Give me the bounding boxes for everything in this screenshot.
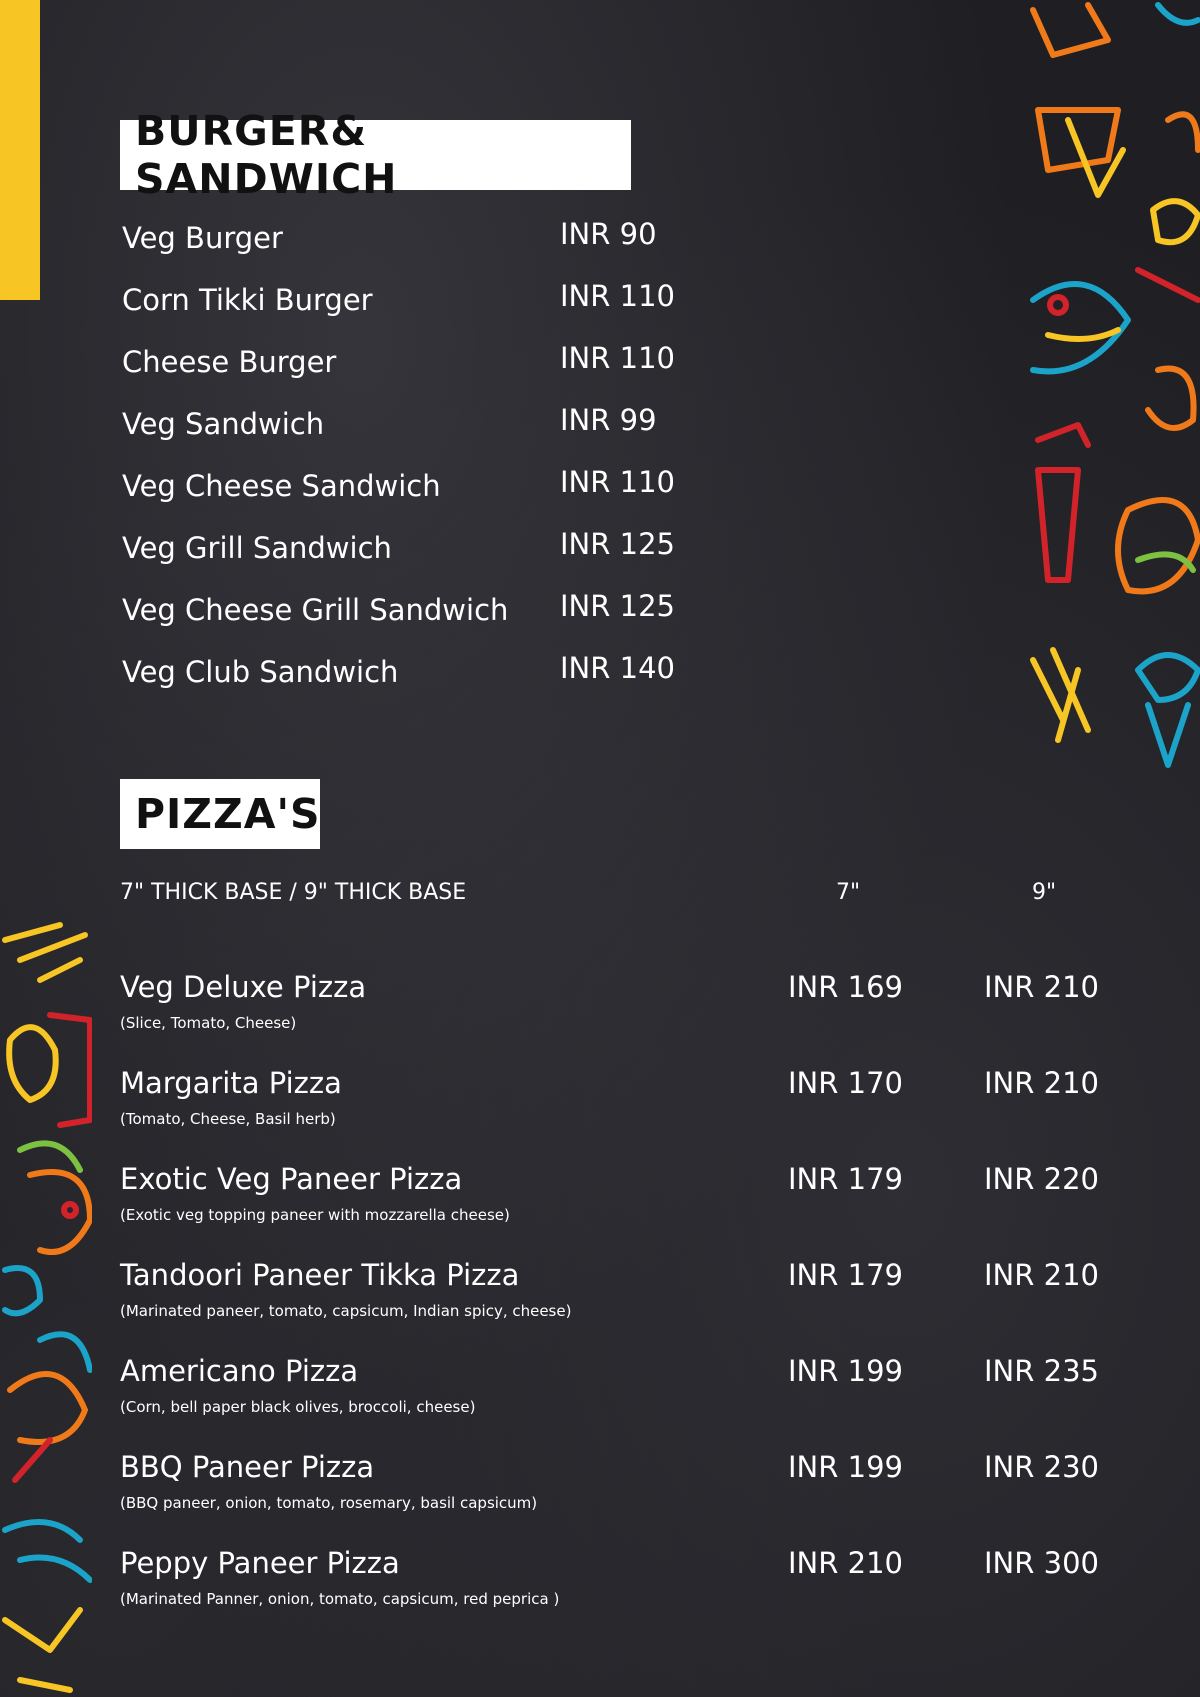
food-doodle-decoration-right bbox=[1028, 0, 1200, 775]
pizza-item bbox=[120, 1354, 1100, 1450]
menu-item bbox=[122, 465, 682, 509]
food-doodle-icons bbox=[1028, 0, 1200, 775]
item-price: INR 125 bbox=[560, 527, 675, 561]
item-price: INR 110 bbox=[560, 279, 675, 313]
price-7-inch: INR 179 bbox=[788, 1162, 903, 1196]
item-name: Cheese Burger bbox=[122, 345, 337, 379]
size-9-column-header: 9" bbox=[1032, 880, 1057, 905]
price-7-inch: INR 179 bbox=[788, 1258, 903, 1292]
price-9-inch: INR 210 bbox=[984, 1258, 1099, 1292]
item-name: Veg Cheese Grill Sandwich bbox=[122, 593, 509, 627]
pizza-description: (Tomato, Cheese, Basil herb) bbox=[120, 1110, 336, 1128]
pizza-item bbox=[120, 1066, 1100, 1162]
pizza-item bbox=[120, 970, 1100, 1066]
pizza-name: Tandoori Paneer Tikka Pizza bbox=[120, 1258, 520, 1292]
pizza-name: Veg Deluxe Pizza bbox=[120, 970, 367, 1004]
menu-item bbox=[122, 527, 682, 571]
item-name: Veg Burger bbox=[122, 221, 283, 255]
item-name: Veg Sandwich bbox=[122, 407, 325, 441]
pizza-name: Americano Pizza bbox=[120, 1354, 359, 1388]
pizza-item bbox=[120, 1450, 1100, 1546]
pizza-item bbox=[120, 1162, 1100, 1258]
pizza-heading-text: PIZZA'S bbox=[135, 790, 321, 838]
pizza-item bbox=[120, 1258, 1100, 1354]
item-price: INR 140 bbox=[560, 651, 675, 685]
pizza-item bbox=[120, 1546, 1100, 1642]
item-name: Corn Tikki Burger bbox=[122, 283, 373, 317]
item-name: Veg Cheese Sandwich bbox=[122, 469, 441, 503]
price-9-inch: INR 235 bbox=[984, 1354, 1099, 1388]
pizza-size-header bbox=[120, 880, 1080, 910]
item-price: INR 99 bbox=[560, 403, 657, 437]
price-7-inch: INR 199 bbox=[788, 1450, 903, 1484]
pizza-description: (Slice, Tomato, Cheese) bbox=[120, 1014, 297, 1032]
price-7-inch: INR 169 bbox=[788, 970, 903, 1004]
menu-item bbox=[122, 217, 682, 261]
price-9-inch: INR 210 bbox=[984, 1066, 1099, 1100]
price-9-inch: INR 220 bbox=[984, 1162, 1099, 1196]
item-name: Veg Club Sandwich bbox=[122, 655, 399, 689]
pizza-description: (Marinated Panner, onion, tomato, capsicum, red peprica ) bbox=[120, 1590, 560, 1608]
pizza-description: (Corn, bell paper black olives, broccoli, cheese) bbox=[120, 1398, 476, 1416]
menu-item bbox=[122, 341, 682, 385]
pizza-name: Exotic Veg Paneer Pizza bbox=[120, 1162, 463, 1196]
pizza-description: (BBQ paneer, onion, tomato, rosemary, basil capsicum) bbox=[120, 1494, 538, 1512]
pizza-heading bbox=[120, 779, 320, 849]
price-7-inch: INR 210 bbox=[788, 1546, 903, 1580]
burger-sandwich-heading bbox=[120, 107, 631, 203]
item-price: INR 110 bbox=[560, 341, 675, 375]
price-9-inch: INR 210 bbox=[984, 970, 1099, 1004]
pizza-name: Margarita Pizza bbox=[120, 1066, 342, 1100]
yellow-accent-bar bbox=[0, 0, 40, 300]
pizza-description: (Marinated paneer, tomato, capsicum, Indian spicy, cheese) bbox=[120, 1302, 572, 1320]
price-7-inch: INR 170 bbox=[788, 1066, 903, 1100]
item-price: INR 110 bbox=[560, 465, 675, 499]
burger-heading-text: BURGER& SANDWICH bbox=[135, 107, 398, 203]
pizza-description: (Exotic veg topping paneer with mozzarella cheese) bbox=[120, 1206, 510, 1224]
price-9-inch: INR 300 bbox=[984, 1546, 1099, 1580]
item-name: Veg Grill Sandwich bbox=[122, 531, 392, 565]
price-9-inch: INR 230 bbox=[984, 1450, 1099, 1484]
menu-item bbox=[122, 403, 682, 447]
pizza-name: Peppy Paneer Pizza bbox=[120, 1546, 400, 1580]
item-price: INR 90 bbox=[560, 217, 657, 251]
menu-item bbox=[122, 589, 682, 633]
size-7-column-header: 7" bbox=[836, 880, 861, 905]
menu-item bbox=[122, 651, 682, 695]
item-price: INR 125 bbox=[560, 589, 675, 623]
base-label: 7" THICK BASE / 9" THICK BASE bbox=[120, 880, 467, 905]
food-doodle-decoration-left bbox=[0, 920, 92, 1697]
food-doodle-icons bbox=[0, 920, 92, 1697]
price-7-inch: INR 199 bbox=[788, 1354, 903, 1388]
pizza-name: BBQ Paneer Pizza bbox=[120, 1450, 375, 1484]
menu-item bbox=[122, 279, 682, 323]
